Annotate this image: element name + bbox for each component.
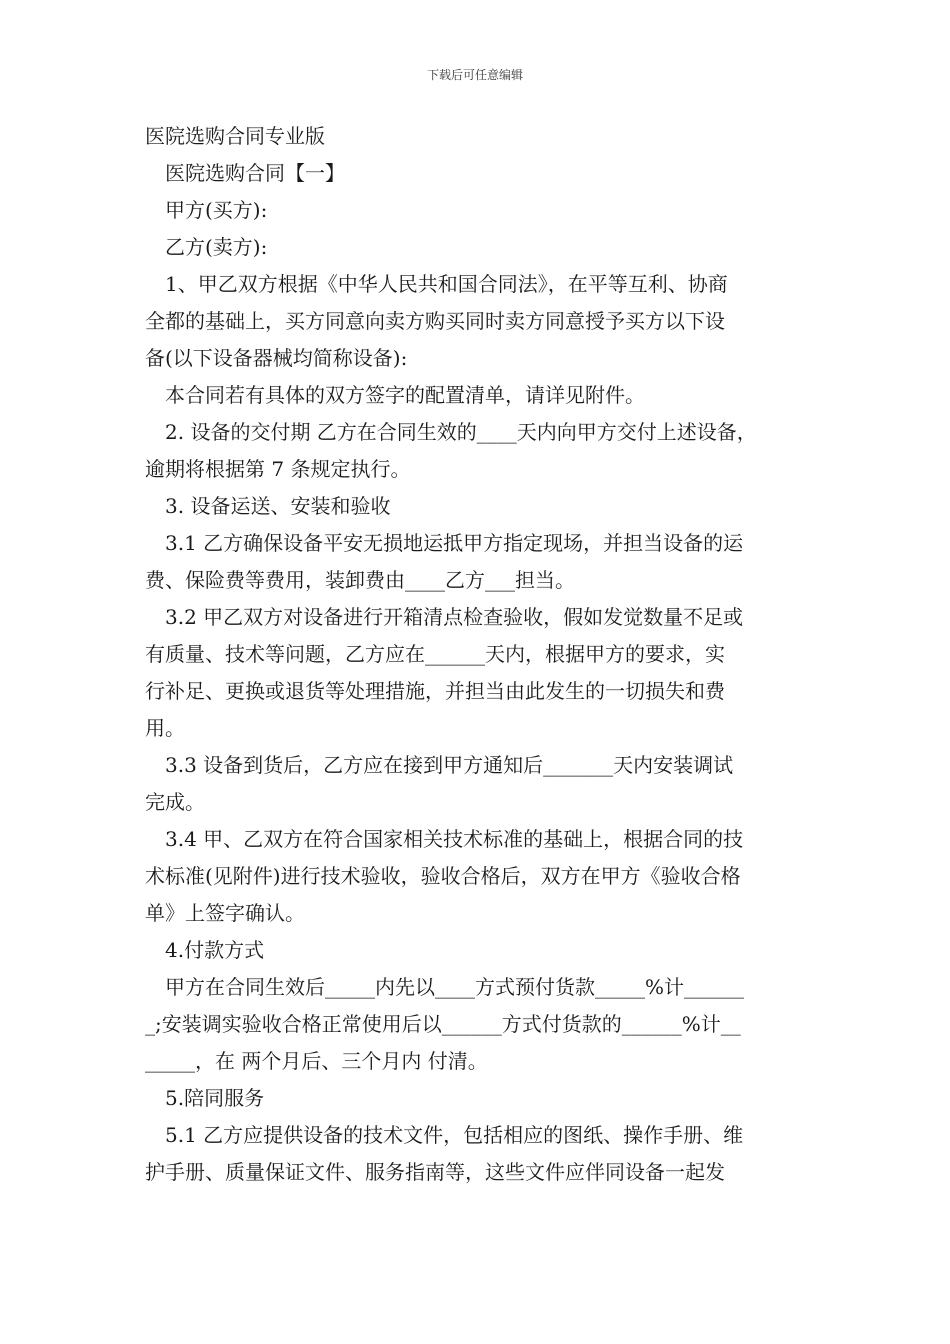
text-line: 术标准(见附件)进行技术验收，验收合格后，双方在甲方《验收合格 [145,864,741,888]
text-line: 3.4 甲、乙双方在符合国家相关技术标准的基础上，根据合同的技 [165,827,744,851]
text-line: 医院选购合同【一】 [165,161,345,185]
text-line: 2. 设备的交付期 乙方在合同生效的____天内向甲方交付上述设备， [165,420,757,444]
text-line: 用。 [145,716,185,740]
text-line: 3.2 甲乙双方对设备进行开箱清点检查验收，假如发觉数量不足或 [165,605,744,629]
text-line: _;安装调实验收合格正常使用后以______方式付货款的______%计__ [145,1012,741,1036]
text-line: 本合同若有具体的双方签字的配置清单，请详见附件。 [165,383,645,407]
text-line: 4.付款方式 [165,938,265,962]
text-line: 乙方(卖方): [165,235,268,259]
text-line: 5.陪同服务 [165,1086,265,1110]
text-line: 费、保险费等费用，装卸费由____乙方___担当。 [145,568,575,592]
text-line: 行补足、更换或退货等处理措施，并担当由此发生的一切损失和费 [145,679,725,703]
text-line: 甲方在合同生效后_____内先以____方式预付货款_____%计______ [165,975,745,999]
text-line: 备(以下设备器械均简称设备): [145,346,408,370]
text-line: 全都的基础上，买方同意向卖方购买同时卖方同意授予买方以下设 [145,309,725,333]
text-line: 逾期将根据第 7 条规定执行。 [145,457,411,481]
document-body [145,118,810,1191]
page-header: 下载后可任意编辑 [426,68,523,82]
text-line: 5.1 乙方应提供设备的技术文件，包括相应的图纸、操作手册、维 [165,1123,744,1147]
text-line: 3.3 设备到货后，乙方应在接到甲方通知后_______天内安装调试 [165,753,734,777]
text-line: 1、甲乙双方根据《中华人民共和国合同法》，在平等互利、协商 [165,272,728,296]
text-line: 甲方(买方): [165,198,268,222]
text-line: 3. 设备运送、安装和验收 [165,494,391,518]
text-line: 医院选购合同专业版 [145,124,325,148]
text-line: 单》上签字确认。 [145,901,305,925]
text-line: 完成。 [145,790,205,814]
text-line: 护手册、质量保证文件、服务指南等，这些文件应伴同设备一起发 [145,1160,725,1184]
text-line: 有质量、技术等问题，乙方应在______天内，根据甲方的要求，实 [145,642,725,666]
text-line: _____，在 两个月后、三个月内 付清。 [145,1049,488,1073]
text-line: 3.1 乙方确保设备平安无损地运抵甲方指定现场，并担当设备的运 [165,531,744,555]
